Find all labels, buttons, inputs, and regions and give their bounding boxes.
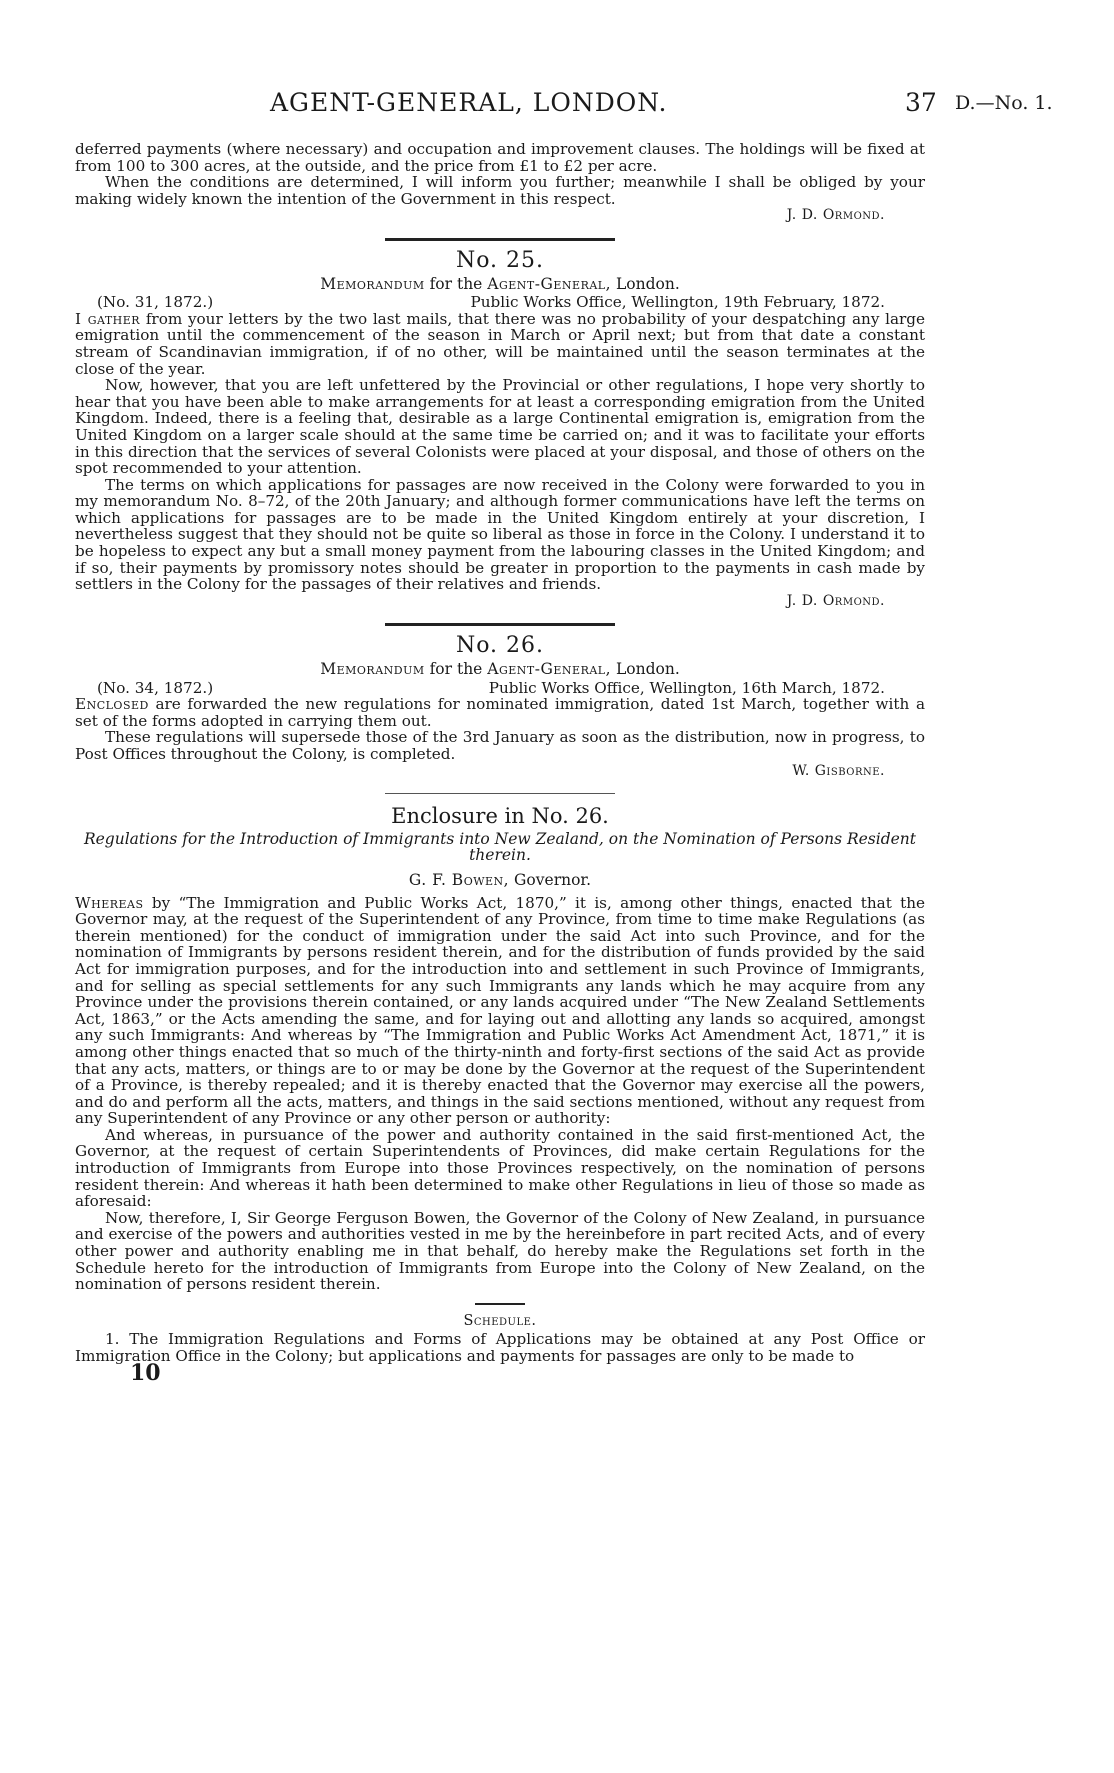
lead-word: I gather <box>75 309 141 328</box>
section-divider <box>475 1303 525 1305</box>
signature: W. Gisborne. <box>792 762 885 779</box>
memo-label: Memorandum <box>320 274 425 293</box>
document-body <box>75 140 926 1386</box>
folio-number: 10 <box>130 1359 161 1386</box>
paragraph-text: are forwarded the new regulations for nominated immigration, dated 1st March, together with a set of the forms adopted in carrying them out. <box>75 695 925 730</box>
memo-for: for the <box>429 274 483 293</box>
memo-ref: (No. 31, 1872.) <box>97 293 214 312</box>
governor-line <box>75 872 925 889</box>
dateline <box>75 294 925 311</box>
paragraph: And whereas, in pursuance of the power and authority contained in the said first-mentioned Act, the Governor, at the request of certain Superintendents of Provinces, did make certain Regulations for the introduction of Immigrants from Europe into those Provinces respectively, on the nomination of persons resident therein: And whereas it hath been determined to make other Regulations in lieu of those so made as aforesaid: <box>75 1125 925 1211</box>
memo-place: London. <box>615 660 680 679</box>
continuation-paragraph: When the conditions are determined, I will inform you further; meanwhile I shall be obliged by your making widely known the intention of the Government in this respect. <box>75 173 925 208</box>
enclosure-subtitle: Regulations for the Introduction of Immigrants into New Zealand, on the Nomination of Persons Resident therein. <box>83 829 917 865</box>
paragraph: The terms on which applications for passages are now received in the Colony were forwarded to you in my memorandum No. 8–72, of the 20th January; and although former communications have left the terms on which applications for passages are to be made in the United Kingdom entirely at your discretion, I nevertheless suggest that they should not be quite so liberal as those in force in the Colony. I understand it to be hopeless to expect any but a small money payment from the labouring classes in the United Kingdom; and if so, their payments by promissory notes should be greater in proportion to the payments in cash made by settlers in the Colony for the passages of their relatives and friends. <box>75 475 925 594</box>
paragraph <box>75 311 925 377</box>
header-title: AGENT-GENERAL, LONDON. <box>270 88 668 117</box>
memo-recipient: Agent-General, <box>487 660 612 679</box>
memo-place: London. <box>615 274 680 293</box>
paragraph-text: from your letters by the two last mails, that there was no probability of your despatching any large emigration until the commencement of the season in March or April next; but from that date a constant stream of Scandinavian immigration, if of no other, will be maintained until the season terminates at the close of the year. <box>75 309 925 378</box>
page-number: 37 <box>905 88 937 117</box>
memo-line <box>75 276 925 293</box>
continuation-paragraph: deferred payments (where necessary) and occupation and improvement clauses. The holdings will be fixed at from 100 to 300 acres, at the outside, and the price from £1 to £2 per acre. <box>75 140 925 175</box>
governor-title: Governor. <box>514 870 592 889</box>
signature: J. D. Ormond. <box>786 207 885 224</box>
memo-for: for the <box>429 660 483 679</box>
paragraph: Now, however, that you are left unfettered by the Provincial or other regulations, I hope very shortly to hear that you have been able to make arrangements for at least a corresponding emigration from the United Kingdom. Indeed, there is a feeling that, desirable as a large Continental emigration is, emigration from the United Kingdom on a larger scale should at the same time be carried on; and it was to facilitate your efforts in this direction that the services of several Colonists were placed at your disposal, and those of others on the spot recommended to your attention. <box>75 376 925 478</box>
paragraph <box>75 696 925 729</box>
signature: J. D. Ormond. <box>786 592 885 609</box>
section-divider <box>385 238 615 241</box>
memo-line <box>75 661 925 678</box>
section-divider <box>385 793 615 794</box>
paragraph: Now, therefore, I, Sir George Ferguson Bowen, the Governor of the Colony of New Zealand, in pursuance and exercise of the powers and authorities vested in me by the hereinbefore in part recited Acts, and of every other power and authority enabling me in that behalf, do hereby make the Regulations set forth in the Schedule hereto for the introduction of Immigrants from Europe into the Colony of New Zealand, on the nomination of persons resident therein. <box>75 1208 925 1294</box>
section-divider <box>385 623 615 626</box>
schedule-heading: Schedule. <box>463 1312 537 1329</box>
memo-label: Memorandum <box>320 660 425 679</box>
dateline <box>75 680 925 697</box>
memo-office-date: Public Works Office, Wellington, 16th March, 1872. <box>488 678 885 697</box>
document-reference: D.—No. 1. <box>955 92 1053 114</box>
governor-name: G. F. Bowen, <box>408 870 510 889</box>
running-header <box>0 88 1114 124</box>
paragraph: These regulations will supersede those of the 3rd January as soon as the distribution, now in progress, to Post Offices throughout the Colony, is completed. <box>75 728 925 763</box>
lead-word: Enclosed <box>75 695 149 714</box>
section-heading: No. 26. <box>455 633 545 659</box>
paragraph: 1. The Immigration Regulations and Forms of Applications may be obtained at any Post Office or Immigration Office in the Colony; but applications and payments for passages are only to be made to <box>75 1330 925 1365</box>
memo-office-date: Public Works Office, Wellington, 19th February, 1872. <box>470 293 885 312</box>
enclosure-heading: Enclosure in No. 26. <box>391 804 609 829</box>
paragraph-text: by “The Immigration and Public Works Act, 1870,” it is, among other things, enacted that the Governor may, at the request of the Superintendent of any Province, from time to time make Regulations (as therein mentioned) for the conduct of immigration under the said Act into such Province, and for the nomination of Immigrants by persons resident therein, and for the distribution of funds provided by the said Act for immigration purposes, and for the introduction into and settlement in such Province of Immigrants, and for selling as special settlements for any such Immigrants any lands which he may acquire from any Province under the provisions therein contained, or any lands acquired under “The New Zealand Settlements Act, 1863,” or the Acts amending the same, and for laying out and allotting any lands so acquired, amongst any such Immigrants: And whereas by “The Immigration and Public Works Act Amendment Act, 1871,” it is among other things enacted that so much of the thirty-ninth and forty-first sections of the said Act as provide that any acts, matters, or things are to or may be done by the Governor at the request of the Superintendent of a Province, is thereby repealed; and it is thereby enacted that the Governor may exercise all the powers, and do and perform all the acts, matters, and things in the said sections mentioned, without any request from any Superintendent of any Province or any other person or authority: <box>75 893 926 1128</box>
lead-word: Whereas <box>75 893 144 912</box>
memo-ref: (No. 34, 1872.) <box>97 678 214 697</box>
memo-recipient: Agent-General, <box>487 274 612 293</box>
paragraph <box>75 895 925 1127</box>
section-heading: No. 25. <box>455 247 545 273</box>
